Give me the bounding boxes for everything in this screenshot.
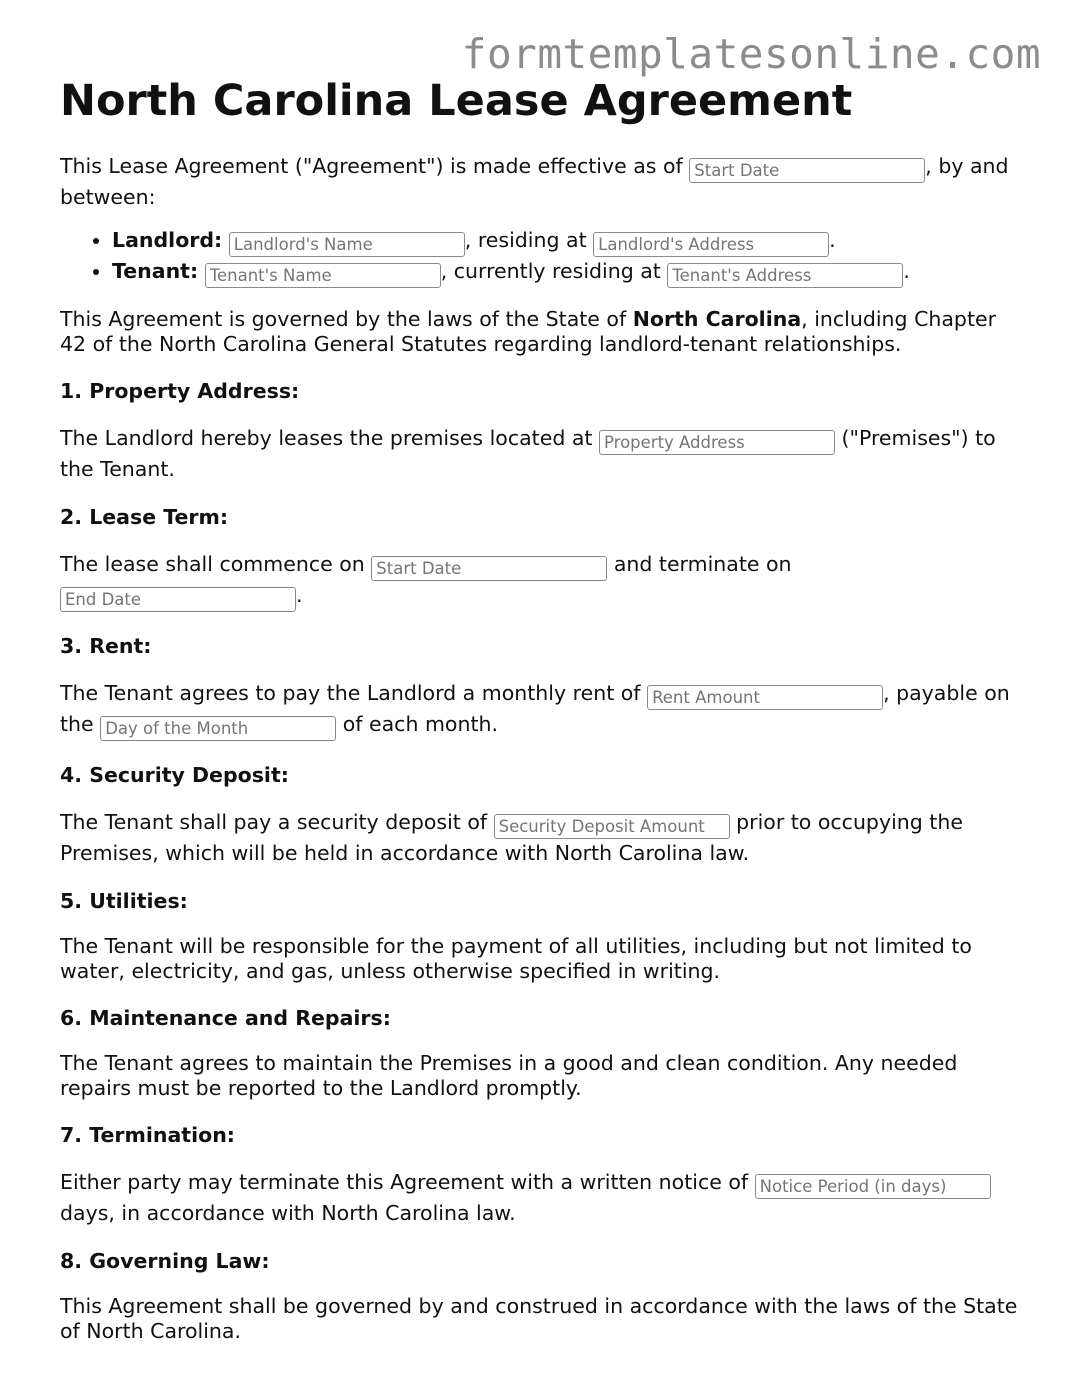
watermark: formtemplatesonline.com	[461, 30, 1041, 78]
rent-text-middle: , payable on the	[60, 681, 1010, 736]
section-heading-governing-law: 8. Governing Law:	[60, 1249, 270, 1273]
governing-state-name: North Carolina	[632, 307, 802, 331]
governing-intro-text-after: , including Chapter 42 of the North Carolina General Statutes regarding landlord-tenant relationships.	[60, 307, 997, 356]
deposit-text-after: prior to occupying the Premises, which will be held in accordance with North Carolina law.	[60, 810, 963, 865]
section-heading-property: 1. Property Address:	[60, 379, 300, 403]
deposit-text-before: The Tenant shall pay a security deposit of	[60, 810, 488, 834]
section-heading-termination: 7. Termination:	[60, 1123, 235, 1147]
effective-start-date-input[interactable]	[689, 158, 925, 183]
lease-start-date-input[interactable]	[371, 556, 607, 581]
property-text-before: The Landlord hereby leases the premises located at	[60, 426, 593, 450]
section-body-maintenance: The Tenant agrees to maintain the Premises in a good and clean condition. Any needed repairs must be reported to the Landlord promptly.	[60, 1051, 958, 1100]
tenant-label: Tenant:	[112, 259, 199, 283]
page-title: North Carolina Lease Agreement	[60, 76, 853, 126]
intro-text-before: This Lease Agreement ("Agreement") is made effective as of	[60, 154, 683, 178]
section-body-deposit	[60, 808, 1025, 867]
tenant-residing-text: , currently residing at	[440, 259, 661, 283]
term-text-end: .	[296, 583, 303, 607]
rent-text-before: The Tenant agrees to pay the Landlord a monthly rent of	[60, 681, 641, 705]
parties-list	[60, 226, 1025, 288]
governing-intro-paragraph	[60, 307, 1025, 357]
rent-day-input[interactable]	[100, 716, 336, 741]
section-body-term	[60, 550, 1025, 612]
section-body-termination	[60, 1168, 1025, 1227]
section-body-property	[60, 424, 1025, 483]
governing-intro-text-before: This Agreement is governed by the laws of the State of	[60, 307, 627, 331]
landlord-name-input[interactable]	[229, 232, 465, 257]
rent-amount-input[interactable]	[647, 685, 883, 710]
tenant-item	[112, 257, 1025, 288]
security-deposit-input[interactable]	[494, 814, 730, 839]
section-heading-maintenance: 6. Maintenance and Repairs:	[60, 1006, 391, 1030]
term-text-middle: and terminate on	[613, 552, 792, 576]
section-heading-rent: 3. Rent:	[60, 634, 152, 658]
landlord-address-input[interactable]	[593, 232, 829, 257]
notice-period-input[interactable]	[755, 1174, 991, 1199]
intro-text-after: , by and between:	[60, 154, 1009, 209]
section-heading-utilities: 5. Utilities:	[60, 889, 188, 913]
section-body-rent	[60, 679, 1025, 741]
term-text-before: The lease shall commence on	[60, 552, 365, 576]
lease-end-date-input[interactable]	[60, 587, 296, 612]
landlord-item	[112, 226, 1025, 257]
termination-text-before: Either party may terminate this Agreement with a written notice of	[60, 1170, 749, 1194]
landlord-residing-text: , residing at	[464, 228, 587, 252]
section-body-governing-law: This Agreement shall be governed by and construed in accordance with the laws of the State of North Carolina.	[60, 1294, 1018, 1343]
section-body-utilities: The Tenant will be responsible for the payment of all utilities, including but not limited to water, electricity, and gas, unless otherwise specified in writing.	[60, 934, 972, 983]
property-address-input[interactable]	[599, 430, 835, 455]
tenant-end-text: .	[903, 259, 910, 283]
section-heading-term: 2. Lease Term:	[60, 505, 229, 529]
tenant-name-input[interactable]	[205, 263, 441, 288]
intro-paragraph	[60, 152, 1025, 211]
section-heading-deposit: 4. Security Deposit:	[60, 763, 289, 787]
tenant-address-input[interactable]	[667, 263, 903, 288]
landlord-label: Landlord:	[112, 228, 223, 252]
landlord-end-text: .	[829, 228, 836, 252]
termination-text-after: days, in accordance with North Carolina law.	[60, 1201, 516, 1225]
lease-document	[60, 72, 1025, 1344]
property-text-after: ("Premises") to the Tenant.	[60, 426, 996, 481]
rent-text-end: of each month.	[342, 712, 499, 736]
